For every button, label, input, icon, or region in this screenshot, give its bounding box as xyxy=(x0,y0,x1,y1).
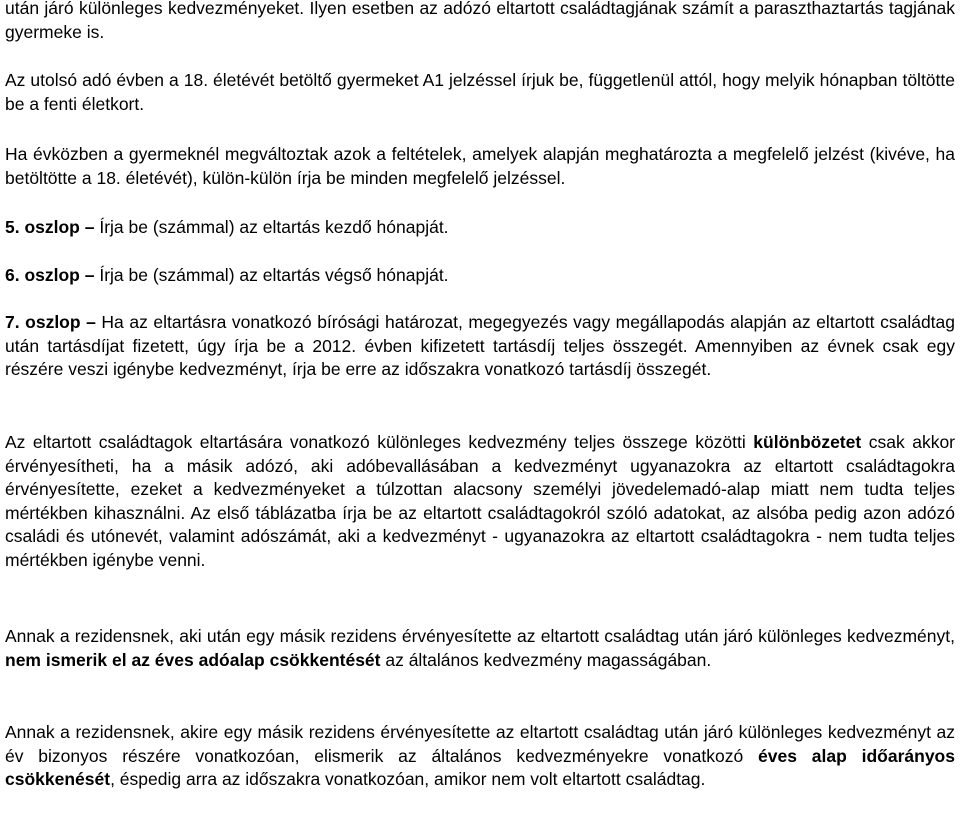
paragraph-difference-claim xyxy=(5,431,955,572)
column-6-dash: – xyxy=(84,265,95,285)
column-5-instruction xyxy=(5,216,955,240)
paragraph-bold-term: különbözetet xyxy=(753,432,862,452)
column-6-label: 6. oszlop xyxy=(5,265,80,285)
paragraph-text-after: , éspedig arra az időszakra vonatkozóan, amikor nem volt eltartott családtag. xyxy=(110,769,706,789)
paragraph-text-after: csak akkor érvényesítheti, ha a másik adózó, aki adóbevallásában a kedvezményt ugyanazokra az eltartott családtagokra érvényesítette, ezeket a kedvezményeket a túlzottan alacsony személyi jövedelemadó-alap miatt nem tudta teljes mértékben kihasználni. Az első táblázatba írja be az eltartott családtagokról szóló adatokat, az alsóba pedig azon adózó családi és utónevét, valamint adószámát, aki a kedvezményt - ugyanazokra az eltartott családtagokra - nem tudta teljes mértékben igénybe venni. xyxy=(5,432,956,570)
column-7-instruction xyxy=(5,311,955,382)
paragraph-bold-term: éves alap időarányos csökkenését xyxy=(5,745,955,789)
column-5-dash: – xyxy=(84,217,95,237)
paragraph-a1-rule xyxy=(5,69,955,116)
column-7-text: Ha az eltartásra vonatkozó bírósági határozat, megegyezés vagy megállapodás alapján az eltartott családtag után tartásdíjat fizetett, úgy írja be a 2012. évben kifizetett tartásdíj teljes összegét. Amennyiben az évnek csak egy részére veszi igénybe kedvezményt, írja be erre az időszakra vonatkozó tartásdíj összegét. xyxy=(5,312,956,379)
paragraph-text-after: az általános kedvezmény magasságában. xyxy=(380,649,712,670)
paragraph-text: Az utolsó adó évben a 18. életévét betöltő gyermeket A1 jelzéssel írjuk be, függetlenül attól, hogy melyik hónapban töltötte be a fenti életkort. xyxy=(5,70,955,114)
column-6-instruction xyxy=(5,264,955,288)
paragraph-resident-proportional xyxy=(5,721,955,792)
paragraph-text: Ha évközben a gyermeknél megváltoztak azok a feltételek, amelyek alapján meghatározta a megfelelő jelzést (kivéve, ha betöltötte a 18. életévét), külön-külön írja be minden megfelelő jelzéssel. xyxy=(5,144,955,188)
paragraph-text: után járó különleges kedvezményeket. Ilyen esetben az adózó eltartott családtagjának számít a paraszthaztartás tagjának gyermeke is. xyxy=(5,0,955,42)
column-5-text: Írja be (számmal) az eltartás kezdő hónapját. xyxy=(99,217,449,237)
column-7-dash: – xyxy=(86,312,96,332)
column-5-label: 5. oszlop xyxy=(5,217,80,237)
column-6-text: Írja be (számmal) az eltartás végső hónapját. xyxy=(99,265,449,285)
paragraph-resident-not-recognized xyxy=(5,625,955,672)
paragraph-intro-continuation xyxy=(5,0,955,44)
column-7-label: 7. oszlop xyxy=(5,312,81,332)
paragraph-bold-term: nem ismerik el az éves adóalap csökkentését xyxy=(5,649,381,670)
paragraph-text-before: Annak a rezidensnek, akire egy másik rezidens érvényesítette az eltartott családtag után járó különleges kedvezményt az év bizonyos részére vonatkozóan, elismerik az általános kedvezményekre vonatkozó xyxy=(5,722,955,766)
paragraph-change-conditions xyxy=(5,143,955,190)
paragraph-text-before: Az eltartott családtagok eltartására vonatkozó különleges kedvezmény teljes összege közötti xyxy=(5,432,754,452)
paragraph-text-before: Annak a rezidensnek, aki után egy másik rezidens érvényesítette az eltartott családtag után járó különleges kedvezményt, xyxy=(5,626,955,646)
